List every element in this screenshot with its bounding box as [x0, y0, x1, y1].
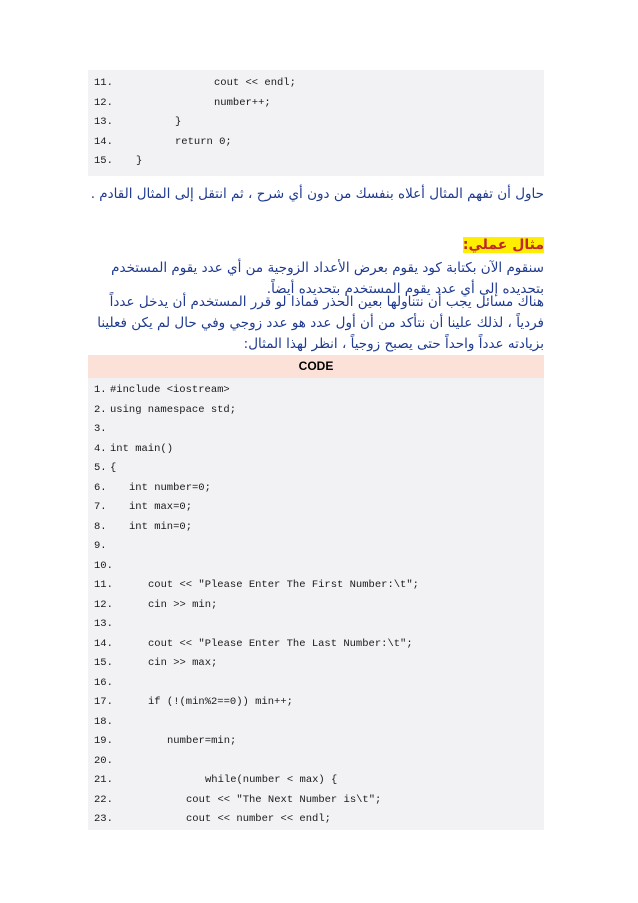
code-line: [88, 732, 544, 752]
code-line: [88, 537, 544, 557]
code-line: [88, 752, 544, 772]
code-line: [88, 113, 544, 133]
code-line: [88, 420, 544, 440]
code-line: [88, 596, 544, 616]
code-line: [88, 133, 544, 153]
code-line: [88, 94, 544, 114]
code-text: int max=0;: [129, 501, 193, 513]
code-line: [88, 440, 544, 460]
line-number: 15.: [94, 657, 113, 669]
line-number: 12.: [94, 598, 113, 611]
top-code-block: [88, 70, 544, 176]
line-number: 14.: [94, 637, 113, 650]
code-line: [88, 557, 544, 577]
line-number: 6.: [94, 481, 107, 494]
code-line: [88, 381, 544, 401]
code-text: }: [136, 155, 143, 167]
line-number: 15.: [94, 155, 113, 167]
code-text: cout << "Please Enter The First Number:\t";: [148, 579, 419, 591]
code-text: using namespace std;: [110, 403, 237, 416]
code-text: number=min;: [167, 735, 237, 747]
line-number: 14.: [94, 135, 113, 148]
code-text: cout << number << endl;: [186, 813, 331, 825]
code-lines: [88, 378, 544, 830]
code-text: if (!(min%2==0)) min++;: [148, 696, 293, 708]
code-line: [88, 771, 544, 791]
code-text: return 0;: [175, 135, 232, 148]
line-number: 2.: [94, 403, 107, 416]
code-line: [88, 674, 544, 694]
line-number: 9.: [94, 540, 107, 552]
code-text: while(number < max) {: [205, 774, 338, 786]
line-number: 12.: [94, 96, 113, 109]
line-number: 22.: [94, 793, 113, 806]
code-line: [88, 693, 544, 713]
code-text: int main(): [110, 442, 174, 455]
code-text: cin >> min;: [148, 598, 218, 611]
example-heading-text: مثال عملي:: [462, 237, 544, 253]
line-number: 21.: [94, 774, 113, 786]
code-line: [88, 74, 544, 94]
code-text: cout << "Please Enter The Last Number:\t";: [148, 637, 413, 650]
code-text: {: [110, 462, 117, 474]
code-text: int number=0;: [129, 481, 211, 494]
line-number: 20.: [94, 754, 113, 767]
code-line: [88, 791, 544, 811]
line-number: 13.: [94, 116, 113, 128]
main-code-block: [88, 355, 544, 830]
line-number: 5.: [94, 462, 107, 474]
code-line: [88, 518, 544, 538]
line-number: 3.: [94, 423, 107, 435]
code-text: cin >> max;: [148, 657, 218, 669]
code-text: number++;: [214, 96, 271, 109]
line-number: 17.: [94, 696, 113, 708]
code-text: cout << endl;: [214, 77, 296, 89]
code-line: [88, 479, 544, 499]
code-line: [88, 810, 544, 830]
example-heading: [88, 235, 544, 256]
code-text: cout << "The Next Number is\t";: [186, 793, 382, 806]
line-number: 4.: [94, 442, 107, 455]
intro-paragraph: حاول أن تفهم المثال أعلاه بنفسك من دون أي شرح ، ثم انتقل إلى المثال القادم .: [90, 186, 544, 202]
code-line: [88, 576, 544, 596]
code-text: }: [175, 116, 182, 128]
line-number: 19.: [94, 735, 113, 747]
line-number: 18.: [94, 715, 113, 728]
line-number: 13.: [94, 618, 113, 630]
example-description: سنقوم الآن بكتابة كود يقوم بعرض الأعداد الزوجية من أي عدد يقوم المستخدم بتحديده إلى أي عدد يقوم المستخدم بتحديده أيضاً.: [111, 260, 544, 297]
line-number: 7.: [94, 501, 107, 513]
code-text: int min=0;: [129, 520, 193, 533]
line-number: 1.: [94, 384, 107, 396]
code-line: [88, 498, 544, 518]
code-line: [88, 152, 544, 172]
code-header: CODE: [88, 355, 544, 378]
odd-number-paragraph: هناك مسائل يجب أن نتناولها بعين الحذر فماذا لو قرر المستخدم أن يدخل عدداً فردياً ، لذلك علينا أن نتأكد من أن أول عدد هو عدد زوجي وفي حال لم يكن فعلينا بزيادته عدداً واحداً حتى يصبح زوجياً ، انظر لهذا المثال:: [97, 294, 544, 352]
code-line: [88, 459, 544, 479]
code-line: [88, 635, 544, 655]
line-number: 11.: [94, 579, 113, 591]
line-number: 8.: [94, 520, 107, 533]
line-number: 11.: [94, 77, 113, 89]
line-number: 10.: [94, 559, 113, 572]
line-number: 23.: [94, 813, 113, 825]
line-number: 16.: [94, 676, 113, 689]
code-text: #include <iostream>: [110, 384, 230, 396]
code-line: [88, 401, 544, 421]
code-line: [88, 615, 544, 635]
code-line: [88, 713, 544, 733]
code-line: [88, 654, 544, 674]
